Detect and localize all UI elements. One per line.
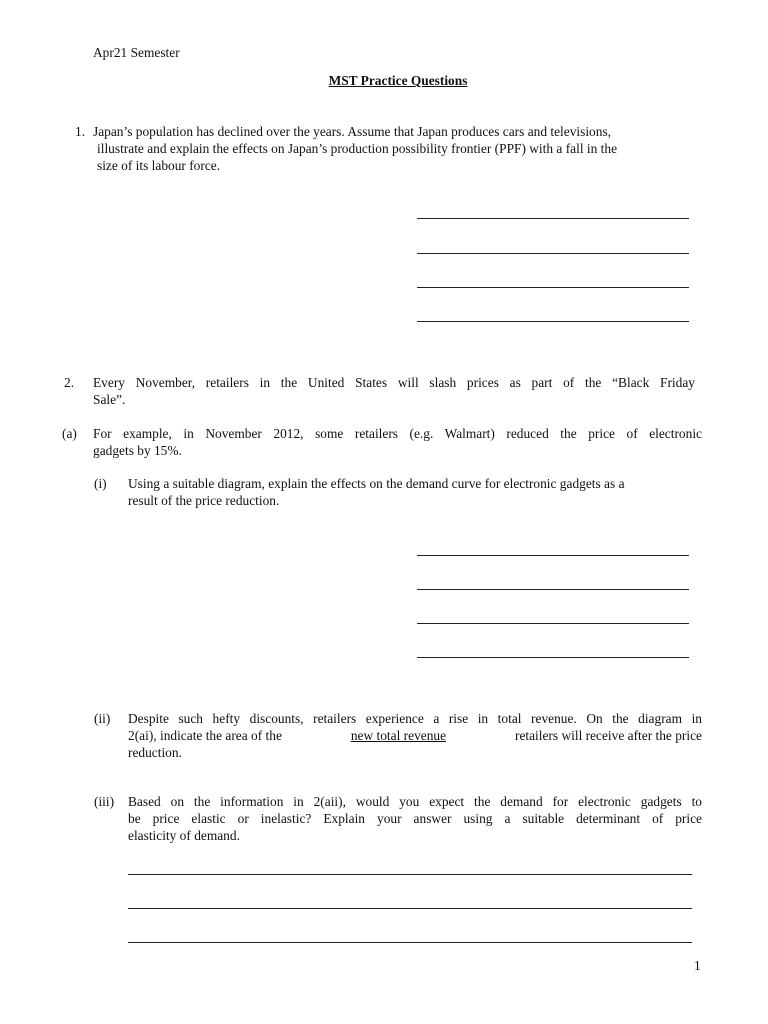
answer-line[interactable] <box>417 253 689 254</box>
answer-line[interactable] <box>417 657 689 658</box>
q2ai-label: (i) <box>94 476 107 491</box>
q2aii-text-line-2-end: retailers will receive after the price <box>514 728 702 743</box>
q2aiii-text-line-2: be price elastic or inelastic? Explain your answer using a suitable determinant of price <box>128 811 702 826</box>
q2aii-text-line-1: Despite such hefty discounts, retailers experience a rise in total revenue. On the diagram in <box>128 711 702 726</box>
page-title: MST Practice Questions <box>328 73 468 88</box>
q2a-label: (a) <box>62 426 77 441</box>
answer-line[interactable] <box>417 555 689 556</box>
q1-text-line-2: illustrate and explain the effects on Japan’s production possibility frontier (PPF) with a fall in the <box>97 141 618 156</box>
q2aiii-text-line-1: Based on the information in 2(aii), would you expect the demand for electronic gadgets to <box>128 794 702 809</box>
answer-line[interactable] <box>417 218 689 219</box>
q2aii-text-line-3: reduction. <box>128 745 182 760</box>
q2a-text-line-1: For example, in November 2012, some retailers (e.g. Walmart) reduced the price of electronic <box>93 426 702 441</box>
answer-line[interactable] <box>417 623 689 624</box>
q2aii-text-line-2 <box>128 727 702 744</box>
answer-line[interactable] <box>417 589 689 590</box>
q2aiii-label: (iii) <box>94 794 115 809</box>
page-number: 1 <box>694 958 701 973</box>
q1-number: 1. <box>75 124 86 139</box>
answer-line[interactable] <box>128 908 692 909</box>
q2ai-text-line-1: Using a suitable diagram, explain the effects on the demand curve for electronic gadgets as a <box>128 476 625 491</box>
q2-text-line-2: Sale”. <box>93 392 126 407</box>
new-total-revenue-underlined: new total revenue <box>350 728 447 743</box>
q2-text-line-1: Every November, retailers in the United States will slash prices as part of the “Black Friday <box>93 375 695 390</box>
answer-line[interactable] <box>128 942 692 943</box>
q1-text-line-3: size of its labour force. <box>97 158 221 173</box>
q2aii-label: (ii) <box>94 711 111 726</box>
q2aii-text-line-2-start: 2(ai), indicate the area of the <box>128 728 282 743</box>
answer-line[interactable] <box>417 287 689 288</box>
q1-text-line-1: Japan’s population has declined over the years. Assume that Japan produces cars and televisions, <box>93 124 612 139</box>
q2a-text-line-2: gadgets by 15%. <box>93 443 182 458</box>
answer-line[interactable] <box>128 874 692 875</box>
q2aiii-text-line-3: elasticity of demand. <box>128 828 240 843</box>
q2ai-text-line-2: result of the price reduction. <box>128 493 280 508</box>
q2-number: 2. <box>64 375 75 390</box>
answer-line[interactable] <box>417 321 689 322</box>
semester-label: Apr21 Semester <box>93 45 180 60</box>
